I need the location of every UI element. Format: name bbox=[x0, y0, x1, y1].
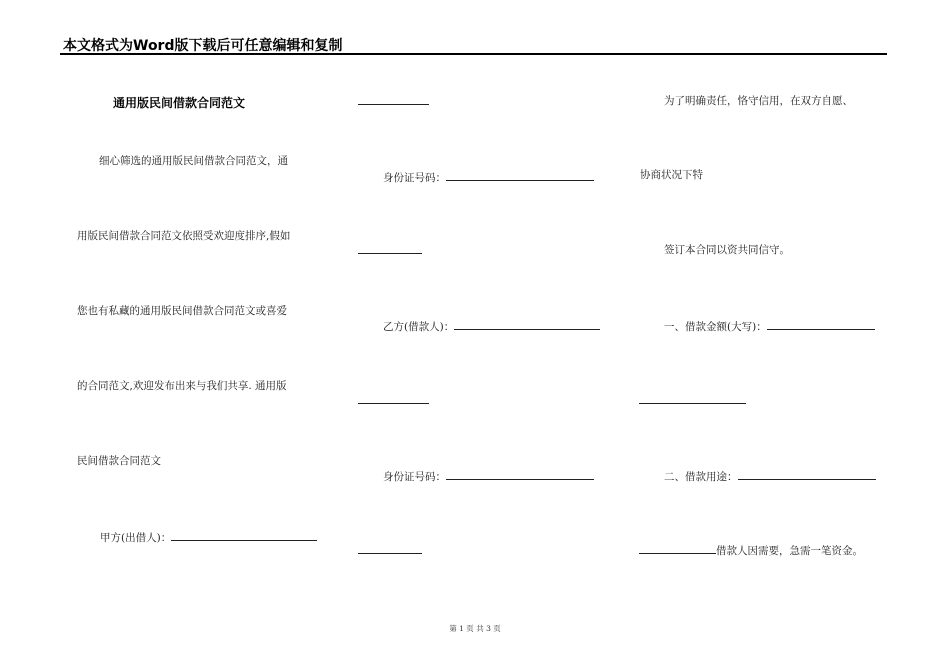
id-number-blank-2 bbox=[446, 468, 594, 480]
lender-blank bbox=[171, 529, 317, 541]
borrower-blank bbox=[454, 318, 600, 330]
id-number-label-1: 身份证号码： bbox=[383, 172, 446, 184]
id-number-label-2: 身份证号码： bbox=[383, 471, 446, 483]
loan-purpose-detail bbox=[639, 542, 863, 558]
id-number-field-2 bbox=[383, 468, 594, 484]
blank-line bbox=[358, 553, 422, 554]
intro-line-3: 您也有私藏的通用版民间借款合同范文或喜爱 bbox=[77, 305, 287, 317]
blank-line bbox=[639, 403, 746, 404]
header-title: 本文格式为Word版下载后可任意编辑和复制 bbox=[63, 38, 343, 54]
loan-amount-label: 一、借款金额(大写)： bbox=[664, 321, 767, 333]
borrower-label: 乙方(借款人)： bbox=[383, 321, 455, 333]
loan-purpose-text: 借款人因需要，急需一笔资金。 bbox=[716, 545, 863, 557]
borrower-field bbox=[383, 318, 600, 334]
id-number-blank-1 bbox=[446, 169, 594, 181]
blank-line bbox=[358, 253, 422, 254]
page-number: 第 1 页 共 3 页 bbox=[449, 624, 501, 633]
loan-amount-field bbox=[664, 318, 875, 334]
intro-line-5: 民间借款合同范文 bbox=[77, 455, 161, 467]
loan-purpose-label: 二、借款用途： bbox=[664, 471, 738, 483]
document-title: 通用版民间借款合同范文 bbox=[113, 96, 246, 110]
lender-label: 甲方(出借人)： bbox=[100, 532, 172, 544]
purpose-statement-line-2: 协商状况下特 bbox=[640, 169, 703, 181]
purpose-statement-line-3: 签订本合同以资共同信守。 bbox=[664, 244, 790, 256]
intro-line-1: 细心筛选的通用版民间借款合同范文，通 bbox=[99, 155, 288, 167]
loan-purpose-detail-blank bbox=[639, 542, 716, 554]
intro-line-4: 的合同范文,欢迎发布出来与我们共享. 通用版 bbox=[77, 380, 287, 392]
blank-line bbox=[358, 104, 429, 105]
lender-field bbox=[100, 529, 317, 545]
purpose-statement-line-1: 为了明确责任，恪守信用，在双方自愿、 bbox=[664, 95, 853, 107]
intro-line-2: 用版民间借款合同范文依照受欢迎度排序,假如 bbox=[77, 230, 291, 242]
loan-amount-blank bbox=[767, 318, 875, 330]
loan-purpose-blank bbox=[738, 468, 876, 480]
blank-line bbox=[358, 403, 429, 404]
header-divider bbox=[60, 53, 887, 55]
loan-purpose-field bbox=[664, 468, 876, 484]
id-number-field-1 bbox=[383, 169, 594, 185]
